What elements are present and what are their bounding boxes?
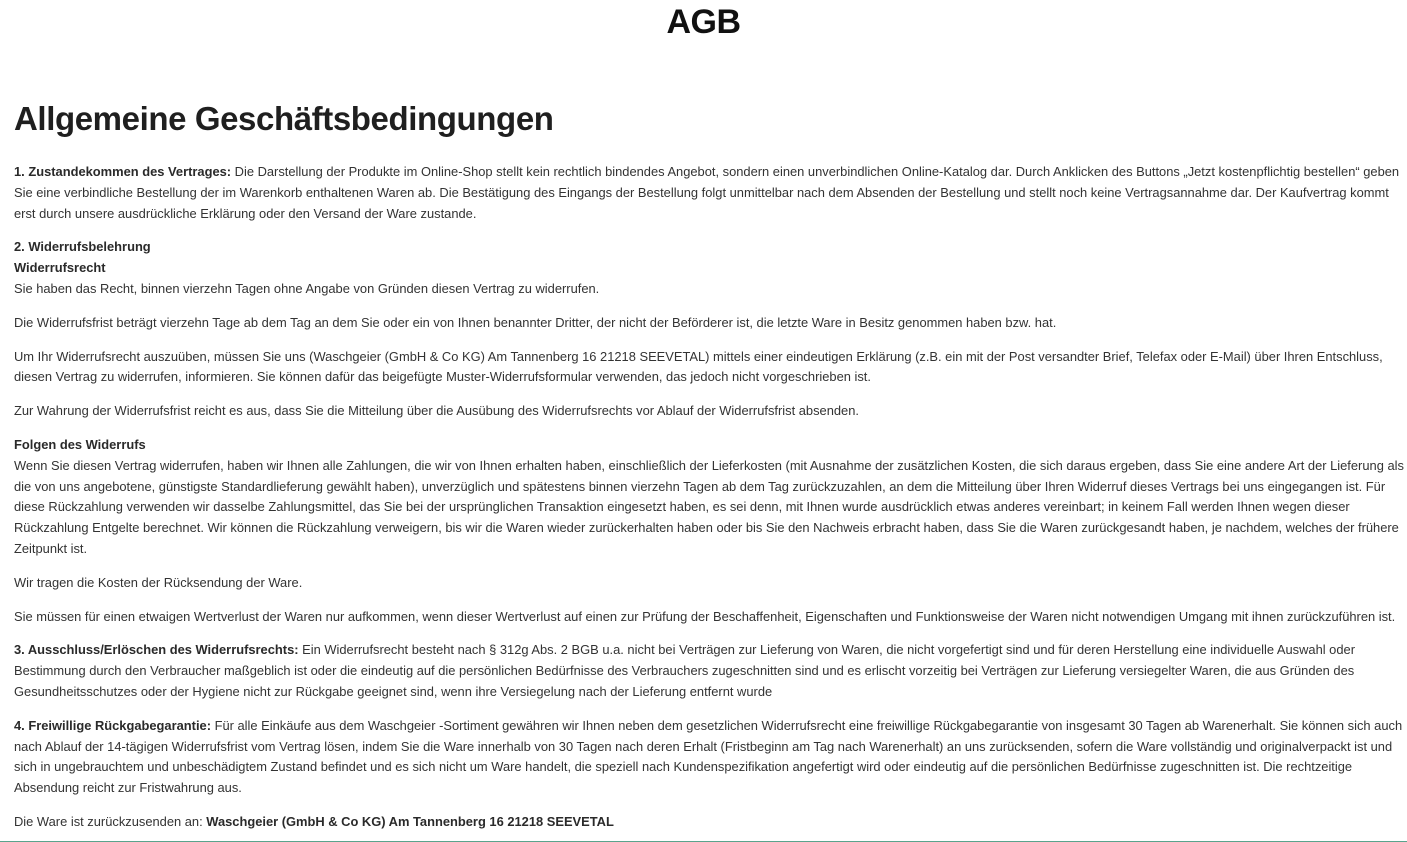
paragraph-text: Ein Widerrufsrecht besteht nach § 312g Abs. 2 BGB u.a. nicht bei Verträgen zur Lieferung von Waren, die nicht vorgefertigt sind und für deren Herstellung eine individuelle Auswahl oder Bestimmung durch den Verbraucher maßgeblich ist oder die eindeutig auf die persönlichen Bedürfnisse des Verbrauchers zugeschnitten sind und es erlischt vorzeitig bei Verträgen zur Lieferung versiegelter Waren, die aus Gründen des Gesundheitsschutzes oder der Hygiene nicht zur Rückgabe geeignet sind, wenn ihre Versiegelung nach der Lieferung entfernt wurde bbox=[14, 642, 1355, 699]
paragraph-text: Wenn Sie diesen Vertrag widerrufen, haben wir Ihnen alle Zahlungen, die wir von Ihnen erhalten haben, einschließlich der Lieferkosten (mit Ausnahme der zusätzlichen Kosten, die sich daraus ergeben, dass Sie eine andere Art der Lieferung als die von uns angebotene, günstigste Standardlieferung gewählt haben), unverzüglich und spätestens binnen vierzehn Tagen ab dem Tag zurückzuzahlen, an dem die Mitteilung über Ihren Widerruf dieses Vertrags bei uns eingegangen ist. Für diese Rückzahlung verwenden wir dasselbe Zahlungsmittel, das Sie bei der ursprünglichen Transaktion eingesetzt haben, es sei denn, mit Ihnen wurde ausdrücklich etwas anderes vereinbart; in keinem Fall werden Ihnen wegen dieser Rückzahlung Entgelte berechnet. Wir können die Rückzahlung verweigern, bis wir die Waren wieder zurückerhalten haben oder bis Sie den Nachweis erbracht haben, dass Sie die Waren zurückgesandt haben, je nachdem, welches der frühere Zeitpunkt ist. bbox=[14, 457, 1404, 556]
paragraph-label: 3. Ausschluss/Erlöschen des Widerrufsrechts: bbox=[14, 642, 299, 658]
agb-content bbox=[14, 96, 1406, 842]
paragraph-rueckgabegarantie bbox=[14, 716, 1406, 799]
return-address: Waschgeier (GmbH & Co KG) Am Tannenberg 16 21218 SEEVETAL bbox=[206, 813, 614, 829]
paragraph-wertverlust: Sie müssen für einen etwaigen Wertverlust der Waren nur aufkommen, wenn dieser Wertverlust auf einen zur Prüfung der Beschaffenheit, Eigenschaften und Funktionsweise der Waren nicht notwendigen Umgang mit ihnen zurückzuführen ist. bbox=[14, 608, 1396, 624]
page-title: AGB bbox=[666, 2, 741, 41]
paragraph-text: Die Darstellung der Produkte im Online-Shop stellt kein rechtlich bindendes Angebot, sondern einen unverbindlichen Online-Katalog dar. Durch Anklicken des Buttons „Jetzt kostenpflichtig bestellen“ geben Sie eine verbindliche Bestellung der im Warenkorb enthaltenen Waren ab. Die Bestätigung des Eingangs der Bestellung folgt unmittelbar nach dem Absenden der Bestellung und stellt noch keine Vertragsannahme dar. Der Kaufvertrag kommt erst durch unsere ausdrückliche Erklärung oder den Versand der Ware zustande. bbox=[14, 164, 1400, 221]
page-header bbox=[0, 0, 1407, 50]
paragraph-folgen-des-widerrufs bbox=[14, 435, 1406, 560]
paragraph-sublabel: Widerrufsrecht bbox=[14, 260, 106, 276]
section-heading: Allgemeine Geschäftsbedingungen bbox=[14, 100, 554, 137]
paragraph-label: 4. Freiwillige Rückgabegarantie: bbox=[14, 717, 211, 733]
paragraph-fristwahrung: Zur Wahrung der Widerrufsfrist reicht es aus, dass Sie die Mitteilung über die Ausübung des Widerrufsrechts vor Ablauf der Widerrufsfrist absenden. bbox=[14, 403, 859, 419]
paragraph-ruecksendekosten: Wir tragen die Kosten der Rücksendung der Ware. bbox=[14, 574, 303, 590]
paragraph-label: 1. Zustandekommen des Vertrages: bbox=[14, 164, 232, 179]
paragraph-text: Für alle Einkäufe aus dem Waschgeier -Sortiment gewähren wir Ihnen neben dem gesetzlichen Widerrufsrecht eine freiwillige Rückgabegarantie von insgesamt 30 Tagen ab Warenerhalt. Sie können sich auch nach Ablauf der 14-tägigen Widerrufsfrist vom Vertrag lösen, indem Sie die Ware innerhalb von 30 Tagen nach deren Erhalt (Fristbeginn am Tag nach Warenerhalt) an uns zurücksenden, sofern die Ware vollständig und originalverpackt ist und sich in ungebrauchtem und unbeschädigtem Zustand befindet und es sich nicht um Ware handelt, die speziell nach Kundenspezifikation angefertigt wird oder eindeutig auf die persönlichen Bedürfnisse zugeschnitten ist. Die rechtzeitige Absendung reicht zur Fristwahrung aus. bbox=[14, 717, 1403, 796]
paragraph-ruecksendeadresse bbox=[14, 812, 1406, 833]
paragraph-label: Folgen des Widerrufs bbox=[14, 436, 146, 452]
paragraph-text: Die Ware ist zurückzusenden an: bbox=[14, 813, 207, 829]
paragraph-widerrufsbelehrung bbox=[14, 237, 1406, 299]
paragraph-widerrufsfrist: Die Widerrufsfrist beträgt vierzehn Tage ab dem Tag an dem Sie oder ein von Ihnen benannter Dritter, der nicht der Beförderer ist, die letzte Ware in Besitz genommen haben bzw. hat. bbox=[14, 314, 1057, 330]
paragraph-label: 2. Widerrufsbelehrung bbox=[14, 239, 151, 255]
paragraph-vertragsschluss bbox=[14, 162, 1406, 224]
paragraph-text: Sie haben das Recht, binnen vierzehn Tagen ohne Angabe von Gründen diesen Vertrag zu widerrufen. bbox=[14, 280, 600, 296]
paragraph-ausschluss-widerrufsrecht bbox=[14, 640, 1406, 702]
paragraph-widerruf-ausueben: Um Ihr Widerrufsrecht auszuüben, müssen Sie uns (Waschgeier (GmbH & Co KG) Am Tannenberg 16 21218 SEEVETAL) mittels einer eindeutigen Erklärung (z.B. ein mit der Post versandter Brief, Telefax oder E-Mail) über Ihren Entschluss, diesen Vertrag zu widerrufen, informieren. Sie können dafür das beigefügte Muster-Widerrufsformular verwenden, das jedoch nicht vorgeschrieben ist. bbox=[14, 348, 1383, 385]
